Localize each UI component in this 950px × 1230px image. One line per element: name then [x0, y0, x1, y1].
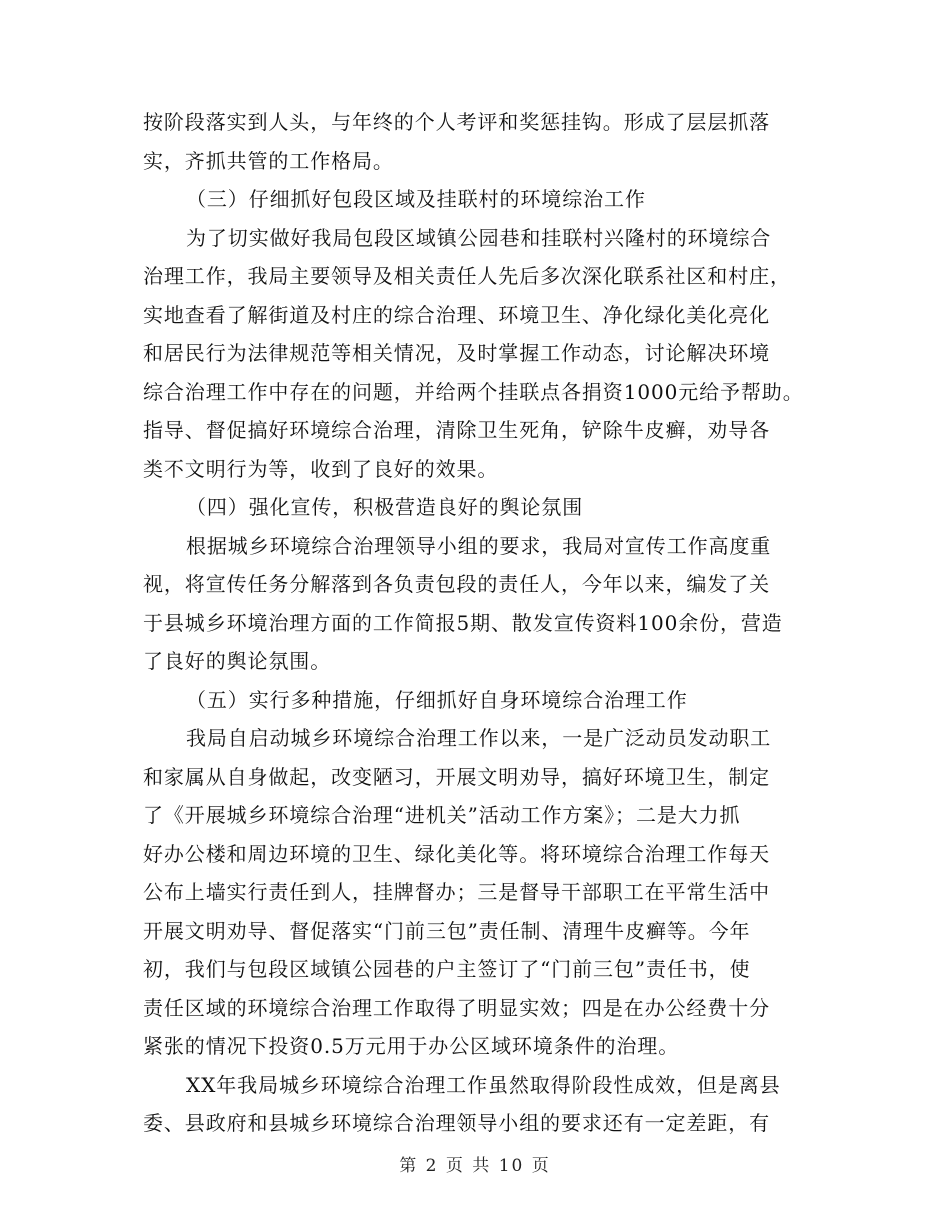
text-line: 好办公楼和周边环境的卫生、绿化美化等。将环境综合治理工作每天: [143, 841, 770, 866]
text-line: 和居民行为法律规范等相关情况，及时掌握工作动态，讨论解决环境: [143, 341, 770, 365]
text-line: 了良好的舆论氛围。: [143, 649, 332, 673]
paragraph-start: 为了切实做好我局包段区域镇公园巷和挂联村兴隆村的环境综合: [186, 225, 772, 250]
section-heading: （五）实行多种措施，仔细抓好自身环境综合治理工作: [186, 687, 688, 712]
text-line: 公布上墙实行责任到人，挂牌督办；三是督导干部职工在平常生活中: [143, 880, 770, 904]
text-line: 类不文明行为等，收到了良好的效果。: [143, 456, 499, 481]
text-line: 于县城乡环境治理方面的工作简报5期、散发宣传资料100余份，营造: [143, 610, 783, 635]
paragraph-start: 我局自启动城乡环境综合治理工作以来，一是广泛动员发动职工: [186, 726, 772, 750]
text-line: 委、县政府和县城乡环境综合治理领导小组的要求还有一定差距，有: [143, 1111, 770, 1135]
text-line: 治理工作，我局主要领导及相关责任人先后多次深化联系社区和村庄，: [143, 264, 791, 288]
document-body: [143, 103, 815, 1143]
text-line: 实，齐抓共管的工作格局。: [143, 148, 394, 173]
text-line: 紧张的情况下投资0.5万元用于办公区域环境条件的治理。: [143, 1034, 680, 1058]
section-heading: （三）仔细抓好包段区域及挂联村的环境综治工作: [186, 187, 646, 211]
text-line: 按阶段落实到人头，与年终的个人考评和奖惩挂钩。形成了层层抓落: [143, 110, 770, 134]
section-heading: （四）强化宣传，积极营造良好的舆论氛围: [186, 495, 584, 519]
paragraph-start: XX年我局城乡环境综合治理工作虽然取得阶段性成效，但是离县: [186, 1072, 781, 1097]
text-line: 初，我们与包段区域镇公园巷的户主签订了“门前三包”责任书，使: [143, 957, 751, 981]
text-line: 综合治理工作中存在的问题，并给两个挂联点各捐资1000元给予帮助。: [143, 379, 804, 404]
text-line: 实地查看了解街道及村庄的综合治理、环境卫生、净化绿化美化亮化: [143, 302, 770, 327]
text-line: 和家属从自身做起，改变陋习，开展文明劝导，搞好环境卫生，制定: [143, 764, 770, 789]
page-number-footer: 第 2 页 共 10 页: [399, 1156, 551, 1176]
text-line: 责任区域的环境综合治理工作取得了明显实效；四是在办公经费十分: [143, 995, 770, 1020]
paragraph-start: 根据城乡环境综合治理领导小组的要求，我局对宣传工作高度重: [186, 533, 772, 558]
text-line: 了《开展城乡环境综合治理“进机关”活动工作方案》；二是大力抓: [143, 803, 741, 827]
text-line: 开展文明劝导、督促落实“门前三包”责任制、清理牛皮癣等。今年: [143, 918, 751, 943]
text-line: 指导、督促搞好环境综合治理，清除卫生死角，铲除牛皮癣，劝导各: [143, 418, 770, 442]
text-line: 视，将宣传任务分解落到各负责包段的责任人，今年以来，编发了关: [143, 572, 770, 596]
